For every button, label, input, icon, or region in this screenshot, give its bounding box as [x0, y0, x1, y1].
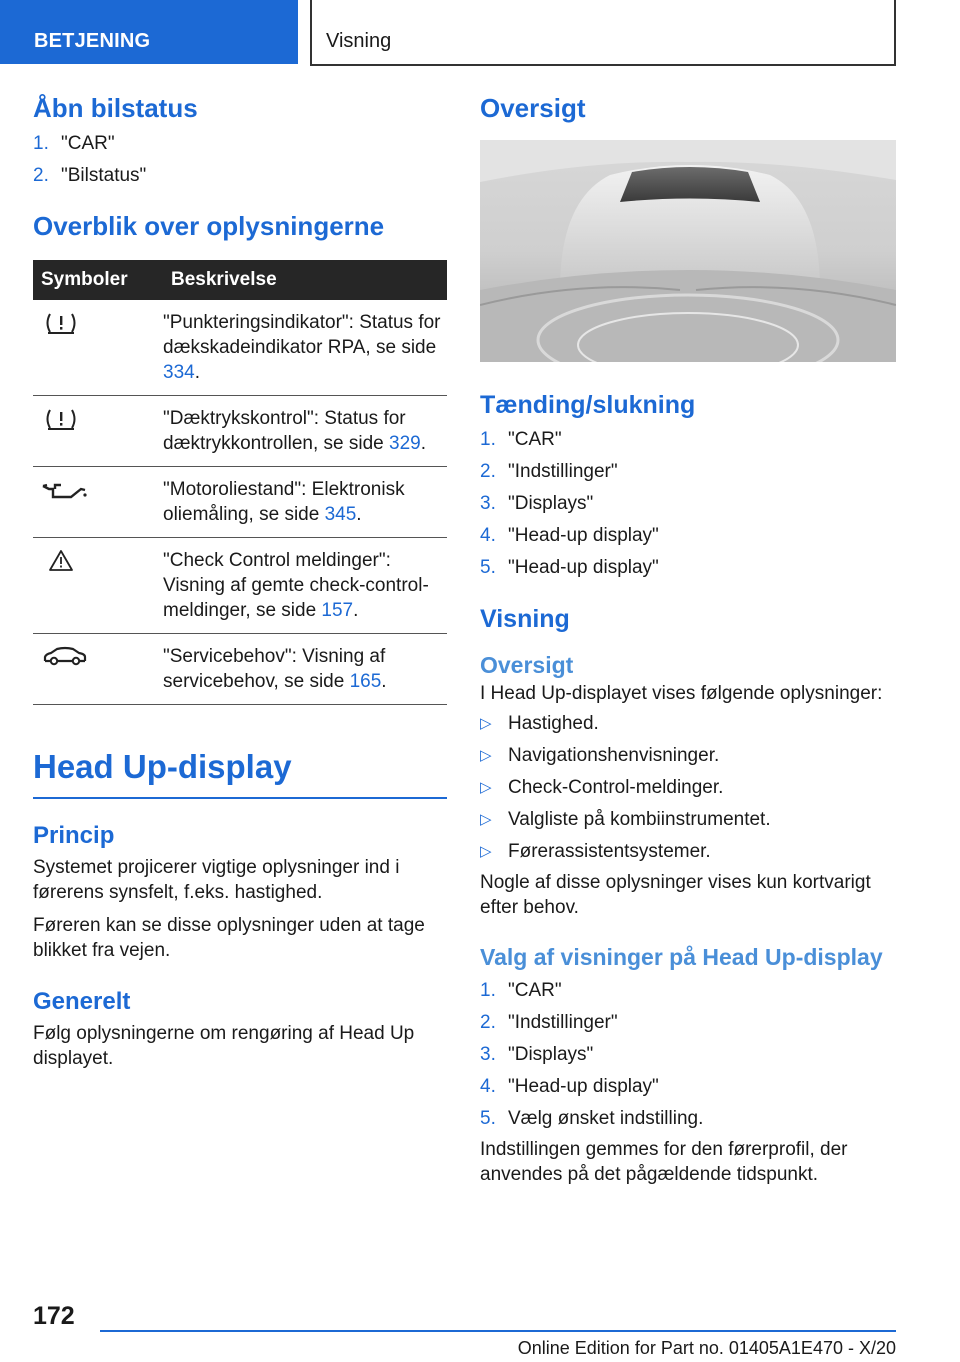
list-item: 1. "CAR"	[33, 133, 115, 154]
display-intro: I Head Up-displayet vises følgende oplysninger:	[480, 683, 883, 704]
page-header	[0, 0, 960, 66]
list-item: 5. "Head-up display"	[480, 557, 659, 578]
tire-pressure-icon	[41, 406, 81, 432]
list-item: ▷ Navigationshenvisninger.	[480, 745, 720, 766]
page-link[interactable]: 345	[324, 504, 357, 525]
table-header-description: Beskrivelse	[163, 260, 447, 300]
tire-warning-icon	[41, 310, 81, 336]
list-item: 2. "Indstillinger"	[480, 1012, 618, 1033]
status-steps	[33, 128, 447, 192]
list-item: 1. "CAR"	[480, 980, 562, 1001]
heading-sub-overview: Oversigt	[480, 652, 574, 678]
edition-text: Online Edition for Part no. 01405A1E470 - X/20	[517, 1338, 896, 1358]
display-note: Nogle af disse oplysninger vises kun kortvarigt efter behov.	[480, 872, 871, 918]
list-item: 2. "Indstillinger"	[480, 461, 618, 482]
on-off-steps	[480, 424, 896, 584]
table-row: "Motoroliestand": Elektronisk oliemåling, se side 345.	[33, 467, 447, 538]
footer-divider	[100, 1330, 896, 1332]
heading-head-up-display: Head Up-display	[33, 745, 447, 799]
section-tab: BETJENING	[0, 0, 298, 64]
oil-can-icon	[41, 477, 87, 503]
car-service-icon	[41, 644, 89, 670]
list-item: 5. Vælg ønsket indstilling.	[480, 1108, 704, 1129]
page-link[interactable]: 334	[163, 362, 195, 383]
heading-general: Generelt	[33, 988, 131, 1015]
table-row: "Check Control meldinger": Visning af gemte check-control-meldinger, se side 157.	[33, 538, 447, 634]
heading-overview: Overblik over oplysningerne	[33, 211, 385, 241]
left-column	[33, 92, 447, 1071]
list-item: ▷ Valgliste på kombiinstrumentet.	[480, 809, 771, 830]
heading-open-status: Åbn bilstatus	[33, 93, 198, 123]
page-link[interactable]: 329	[389, 433, 421, 454]
heading-overview-right: Oversigt	[480, 93, 586, 123]
list-item: 4. "Head-up display"	[480, 1076, 659, 1097]
page-link[interactable]: 165	[349, 671, 382, 692]
heading-select-views: Valg af visninger på Head Up-display	[480, 944, 883, 970]
chapter-title: Visning	[310, 0, 896, 66]
list-item: ▷ Førerassistentsystemer.	[480, 841, 711, 862]
general-text: Følg oplysningerne om rengøring af Head Up displayet.	[33, 1023, 415, 1069]
list-item: 1. "CAR"	[480, 429, 562, 450]
table-row: "Servicebehov": Visning af servicebehov, se side 165.	[33, 634, 447, 705]
table-row: "Dæktrykskontrol": Status for dæktrykkontrollen, se side 329.	[33, 396, 447, 467]
page-link[interactable]: 157	[321, 600, 354, 621]
symbol-table	[33, 260, 447, 705]
warning-triangle-icon	[41, 548, 81, 574]
list-item: 3. "Displays"	[480, 493, 594, 514]
table-row: "Punkteringsindikator": Status for dækskadeindikator RPA, se side 334.	[33, 300, 447, 396]
list-item: ▷ Check-Control-meldinger.	[480, 777, 724, 798]
heading-on-off: Tænding/slukning	[480, 391, 696, 419]
head-up-display-photo	[480, 140, 896, 362]
list-item: ▷ Hastighed.	[480, 713, 599, 734]
table-header-symbols: Symboler	[33, 260, 163, 300]
page-number: 172	[33, 1302, 75, 1330]
heading-display: Visning	[480, 605, 570, 633]
list-item: 4. "Head-up display"	[480, 525, 659, 546]
select-steps	[480, 975, 896, 1135]
principle-text-1: Systemet projicerer vigtige oplysninger ind i førerens synsfelt, f.eks. hastighed.	[33, 857, 400, 903]
list-item: 2. "Bilstatus"	[33, 165, 147, 186]
list-item: 3. "Displays"	[480, 1044, 594, 1065]
display-items	[480, 708, 896, 868]
select-note: Indstillingen gemmes for den førerprofil, der anvendes på det pågældende tidspunkt.	[480, 1139, 848, 1185]
heading-principle: Princip	[33, 822, 115, 849]
principle-text-2: Føreren kan se disse oplysninger uden at tage blikket fra vejen.	[33, 915, 425, 961]
right-column	[480, 92, 896, 1187]
